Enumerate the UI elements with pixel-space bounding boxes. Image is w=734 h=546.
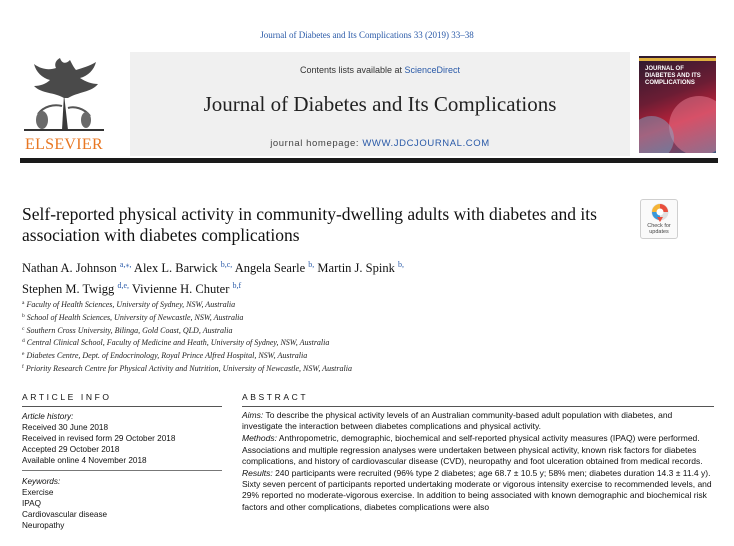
homepage-link[interactable]: WWW.JDCJOURNAL.COM <box>362 138 490 149</box>
affiliation-key: a <box>22 300 25 306</box>
author-line-2 <box>22 277 622 298</box>
abstract-rule <box>242 406 714 407</box>
author-line-1 <box>22 256 622 277</box>
article-title: Self-reported physical activity in community-dwelling adults with diabetes and its association with diabetes complications <box>22 204 597 245</box>
sciencedirect-link[interactable]: ScienceDirect <box>404 65 461 75</box>
affiliation-key: d <box>22 338 25 345</box>
contents-prefix: Contents lists available at <box>299 65 405 75</box>
abstract-aims <box>242 410 714 432</box>
affiliation-text: Central Clinical School, Faculty of Medicine and Heath, University of Sydney, NSW, Australia <box>26 338 330 348</box>
affiliation-text: School of Health Sciences, University of Newcastle, NSW, Australia <box>26 312 244 322</box>
affiliation-text: Priority Research Centre for Physical Activity and Nutrition, University of Newcastle, NSW, Australia <box>25 363 352 373</box>
affiliation-list <box>22 298 642 375</box>
affiliation-item <box>22 311 642 324</box>
author-affil-ref[interactable]: a,⁎, <box>119 260 132 269</box>
author-affil-ref[interactable]: d,e, <box>117 281 129 290</box>
results-label: Results: <box>242 468 273 479</box>
history-item: Received in revised form 29 October 2018 <box>22 434 176 443</box>
keywords-label: Keywords: <box>22 477 61 486</box>
abstract-heading: ABSTRACT <box>242 392 309 402</box>
keyword-item[interactable]: IPAQ <box>22 499 41 508</box>
author-affil-ref[interactable]: b, <box>308 260 315 269</box>
affiliation-item <box>22 336 642 349</box>
affiliation-key: e <box>22 351 25 358</box>
abstract-body <box>242 410 714 514</box>
history-label: Article history: <box>22 412 74 421</box>
author-name[interactable]: Stephen M. Twigg <box>22 282 115 296</box>
results-text: 240 participants were recruited (96% type 2 diabetes; age 68.7 ± 10.5 y; 58% men; diabetes duration 14.3 ± 11.4 y). Sixty seven percent of participants reported undertaking moderate or vigorous intensity exercise to recommended levels, and 29% reported no moderate-vigorous exercise. In addition to being associated with known demographic and biochemical risk factors and other complications, diabetes complications were also <box>242 468 712 512</box>
check-for-updates-label: Check for updates <box>647 223 671 235</box>
elsevier-tree-icon <box>24 56 104 132</box>
journal-title: Journal of Diabetes and Its Complications <box>203 92 557 116</box>
history-item: Available online 4 November 2018 <box>22 456 147 465</box>
elsevier-wordmark: ELSEVIER <box>25 136 103 153</box>
journal-citation[interactable]: Journal of Diabetes and Its Complications 33 (2019) 33–38 <box>260 30 474 40</box>
journal-masthead <box>20 52 718 158</box>
affiliation-text: Southern Cross University, Bilinga, Gold Coast, QLD, Australia <box>26 325 233 335</box>
methods-text: Anthropometric, demographic, biochemical and self-reported physical activity measures (IPAQ) were performed. Associations and multiple regression analyses were undertaken between physical activity, known risk factors for diabetes complications, and history of cardiovascular disease (CVD), neuropathy and foot ulceration obtained from medical records. <box>242 433 703 466</box>
abstract-methods <box>242 433 714 467</box>
author-affil-ref[interactable]: b,f <box>232 281 242 290</box>
affiliation-item <box>22 349 642 362</box>
author-list <box>22 256 622 298</box>
elsevier-logo[interactable] <box>20 56 108 154</box>
contents-available-line <box>130 65 630 75</box>
author-affil-ref[interactable]: b, <box>397 260 404 269</box>
author-name[interactable]: Angela Searle <box>234 261 306 275</box>
affiliation-item <box>22 362 642 375</box>
affiliation-key: f <box>22 363 24 370</box>
aims-text: To describe the physical activity levels of an Australian community-based adult population with diabetes, and investigate the interaction between diabetes complications and physical activity. <box>242 410 673 432</box>
history-item: Accepted 29 October 2018 <box>22 445 120 454</box>
keyword-item[interactable]: Cardiovascular disease <box>22 510 108 519</box>
cover-title: JOURNAL OF DIABETES AND ITS COMPLICATIONS <box>645 66 701 86</box>
article-info-rule <box>22 406 222 407</box>
journal-homepage-line <box>130 138 630 149</box>
author-name[interactable]: Vivienne H. Chuter <box>131 282 230 296</box>
author-name[interactable]: Nathan A. Johnson <box>22 261 117 275</box>
journal-cover-thumbnail[interactable] <box>639 56 716 153</box>
article-info-panel <box>22 411 222 531</box>
check-for-updates-button[interactable] <box>640 199 678 239</box>
affiliation-text: Diabetes Centre, Dept. of Endocrinology, Royal Prince Alfred Hospital, NSW, Australia <box>26 351 308 361</box>
affiliation-key: b <box>22 312 25 319</box>
abstract-results <box>242 468 714 513</box>
affiliation-text: Faculty of Health Sciences, University of Sydney, NSW, Australia <box>26 300 236 309</box>
author-affil-ref[interactable]: b,c, <box>220 260 233 269</box>
homepage-prefix: journal homepage: <box>270 138 363 149</box>
cover-shape <box>669 96 716 153</box>
aims-label: Aims: <box>242 410 264 420</box>
methods-label: Methods: <box>242 433 277 444</box>
crossmark-icon <box>651 203 669 223</box>
affiliation-item <box>22 324 642 337</box>
article-info-heading: ARTICLE INFO <box>22 392 112 402</box>
affiliation-key: c <box>22 325 25 332</box>
history-item: Received 30 June 2018 <box>22 423 109 432</box>
masthead-info-panel <box>130 52 630 156</box>
affiliation-item <box>22 298 642 311</box>
info-divider <box>22 470 222 471</box>
keyword-item[interactable]: Exercise <box>22 488 54 497</box>
author-name[interactable]: Alex L. Barwick <box>133 261 218 275</box>
cover-stripe <box>639 58 716 61</box>
keyword-item[interactable]: Neuropathy <box>22 521 65 530</box>
author-name[interactable]: Martin J. Spink <box>317 261 395 275</box>
masthead-divider <box>20 158 718 163</box>
